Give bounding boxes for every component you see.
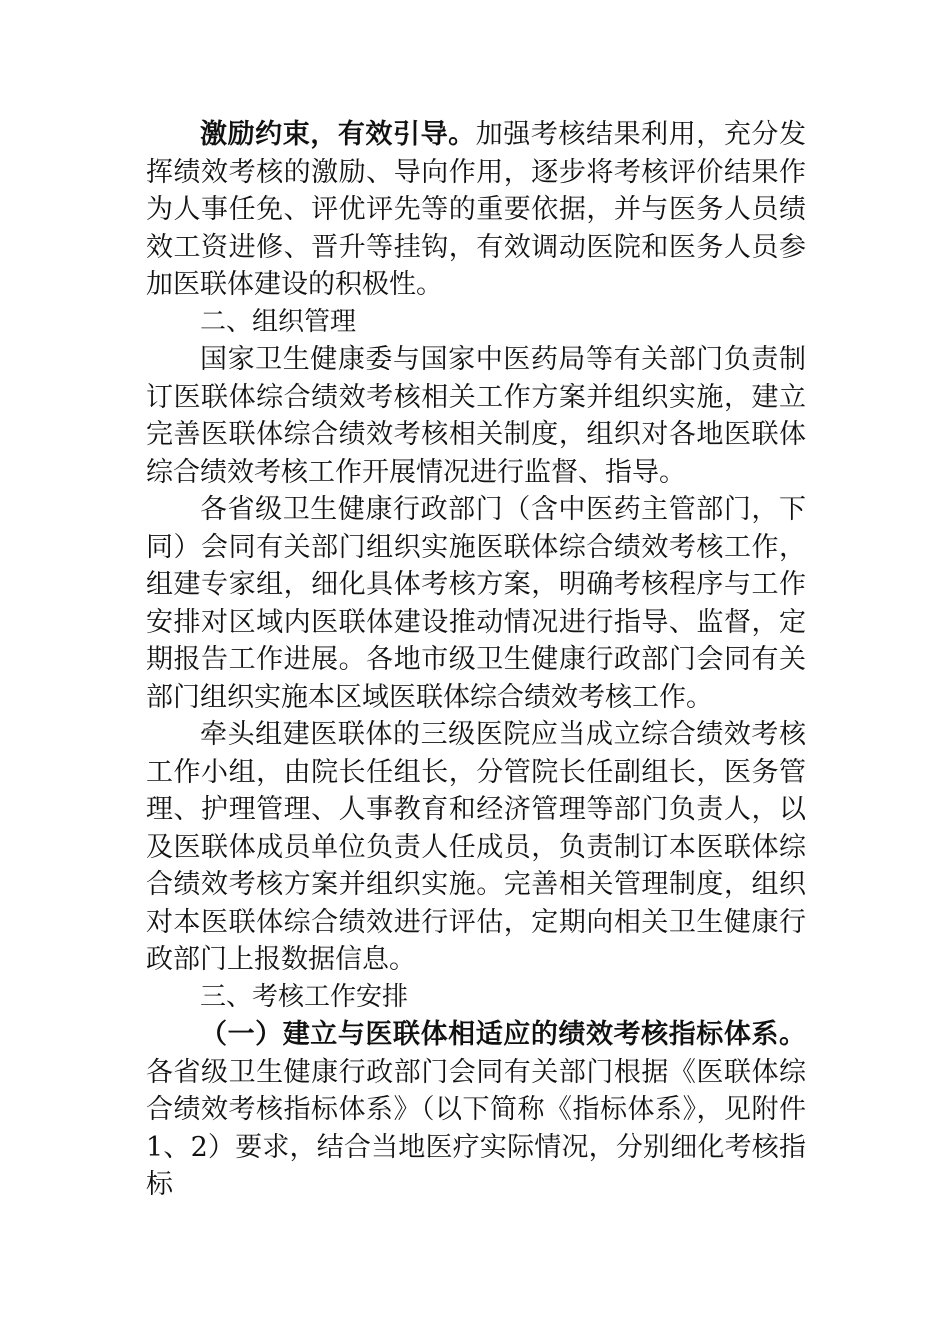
- paragraph-body-incentive: 加强考核结果利用，充分发挥绩效考核的激励、导向作用，逐步将考核评价结果作为人事任免、评优评先等的重要依据，并与医务人员绩效工资进修、晋升等挂钩，有效调动医院和医务人员参加医联体建设的积极性。: [146, 119, 807, 300]
- section-heading-organization: 二、组织管理: [200, 306, 357, 337]
- paragraph-national: 国家卫生健康委与国家中医药局等有关部门负责制订医联体综合绩效考核相关工作方案并组织实施，建立完善医联体综合绩效考核相关制度，组织对各地医联体综合绩效考核工作开展情况进行监督、指导。: [146, 344, 806, 488]
- paragraph-indicator-system: [146, 1016, 806, 1204]
- section-heading-arrangement: 三、考核工作安排: [200, 981, 409, 1012]
- paragraph-provincial: 各省级卫生健康行政部门（含中医药主管部门，下同）会同有关部门组织实施医联体综合绩效考核工作，组建专家组，细化具体考核方案，明确考核程序与工作安排对区域内医联体建设推动情况进行指导、监督，定期报告工作进展。各地市级卫生健康行政部门会同有关部门组织实施本区域医联体综合绩效考核工作。: [146, 494, 806, 713]
- paragraph-lead-incentive: 激励约束，有效引导。: [200, 119, 476, 150]
- paragraph-body-indicator: 各省级卫生健康行政部门会同有关部门根据《医联体综合绩效考核指标体系》（以下简称《指标体系》，见附件1、2）要求，结合当地医疗实际情况，分别细化考核指标: [146, 1056, 806, 1200]
- paragraph-hospital: 牵头组建医联体的三级医院应当成立综合绩效考核工作小组，由院长任组长，分管院长任副组长，医务管理、护理管理、人事教育和经济管理等部门负责人，以及医联体成员单位负责人任成员，负责制订本医联体综合绩效考核方案并组织实施。完善相关管理制度，组织对本医联体综合绩效进行评估，定期向相关卫生健康行政部门上报数据信息。: [146, 719, 806, 975]
- paragraph-incentive: [146, 116, 806, 304]
- document-body: [146, 116, 806, 1204]
- paragraph-lead-indicator: （一）建立与医联体相适应的绩效考核指标体系。: [200, 1019, 806, 1050]
